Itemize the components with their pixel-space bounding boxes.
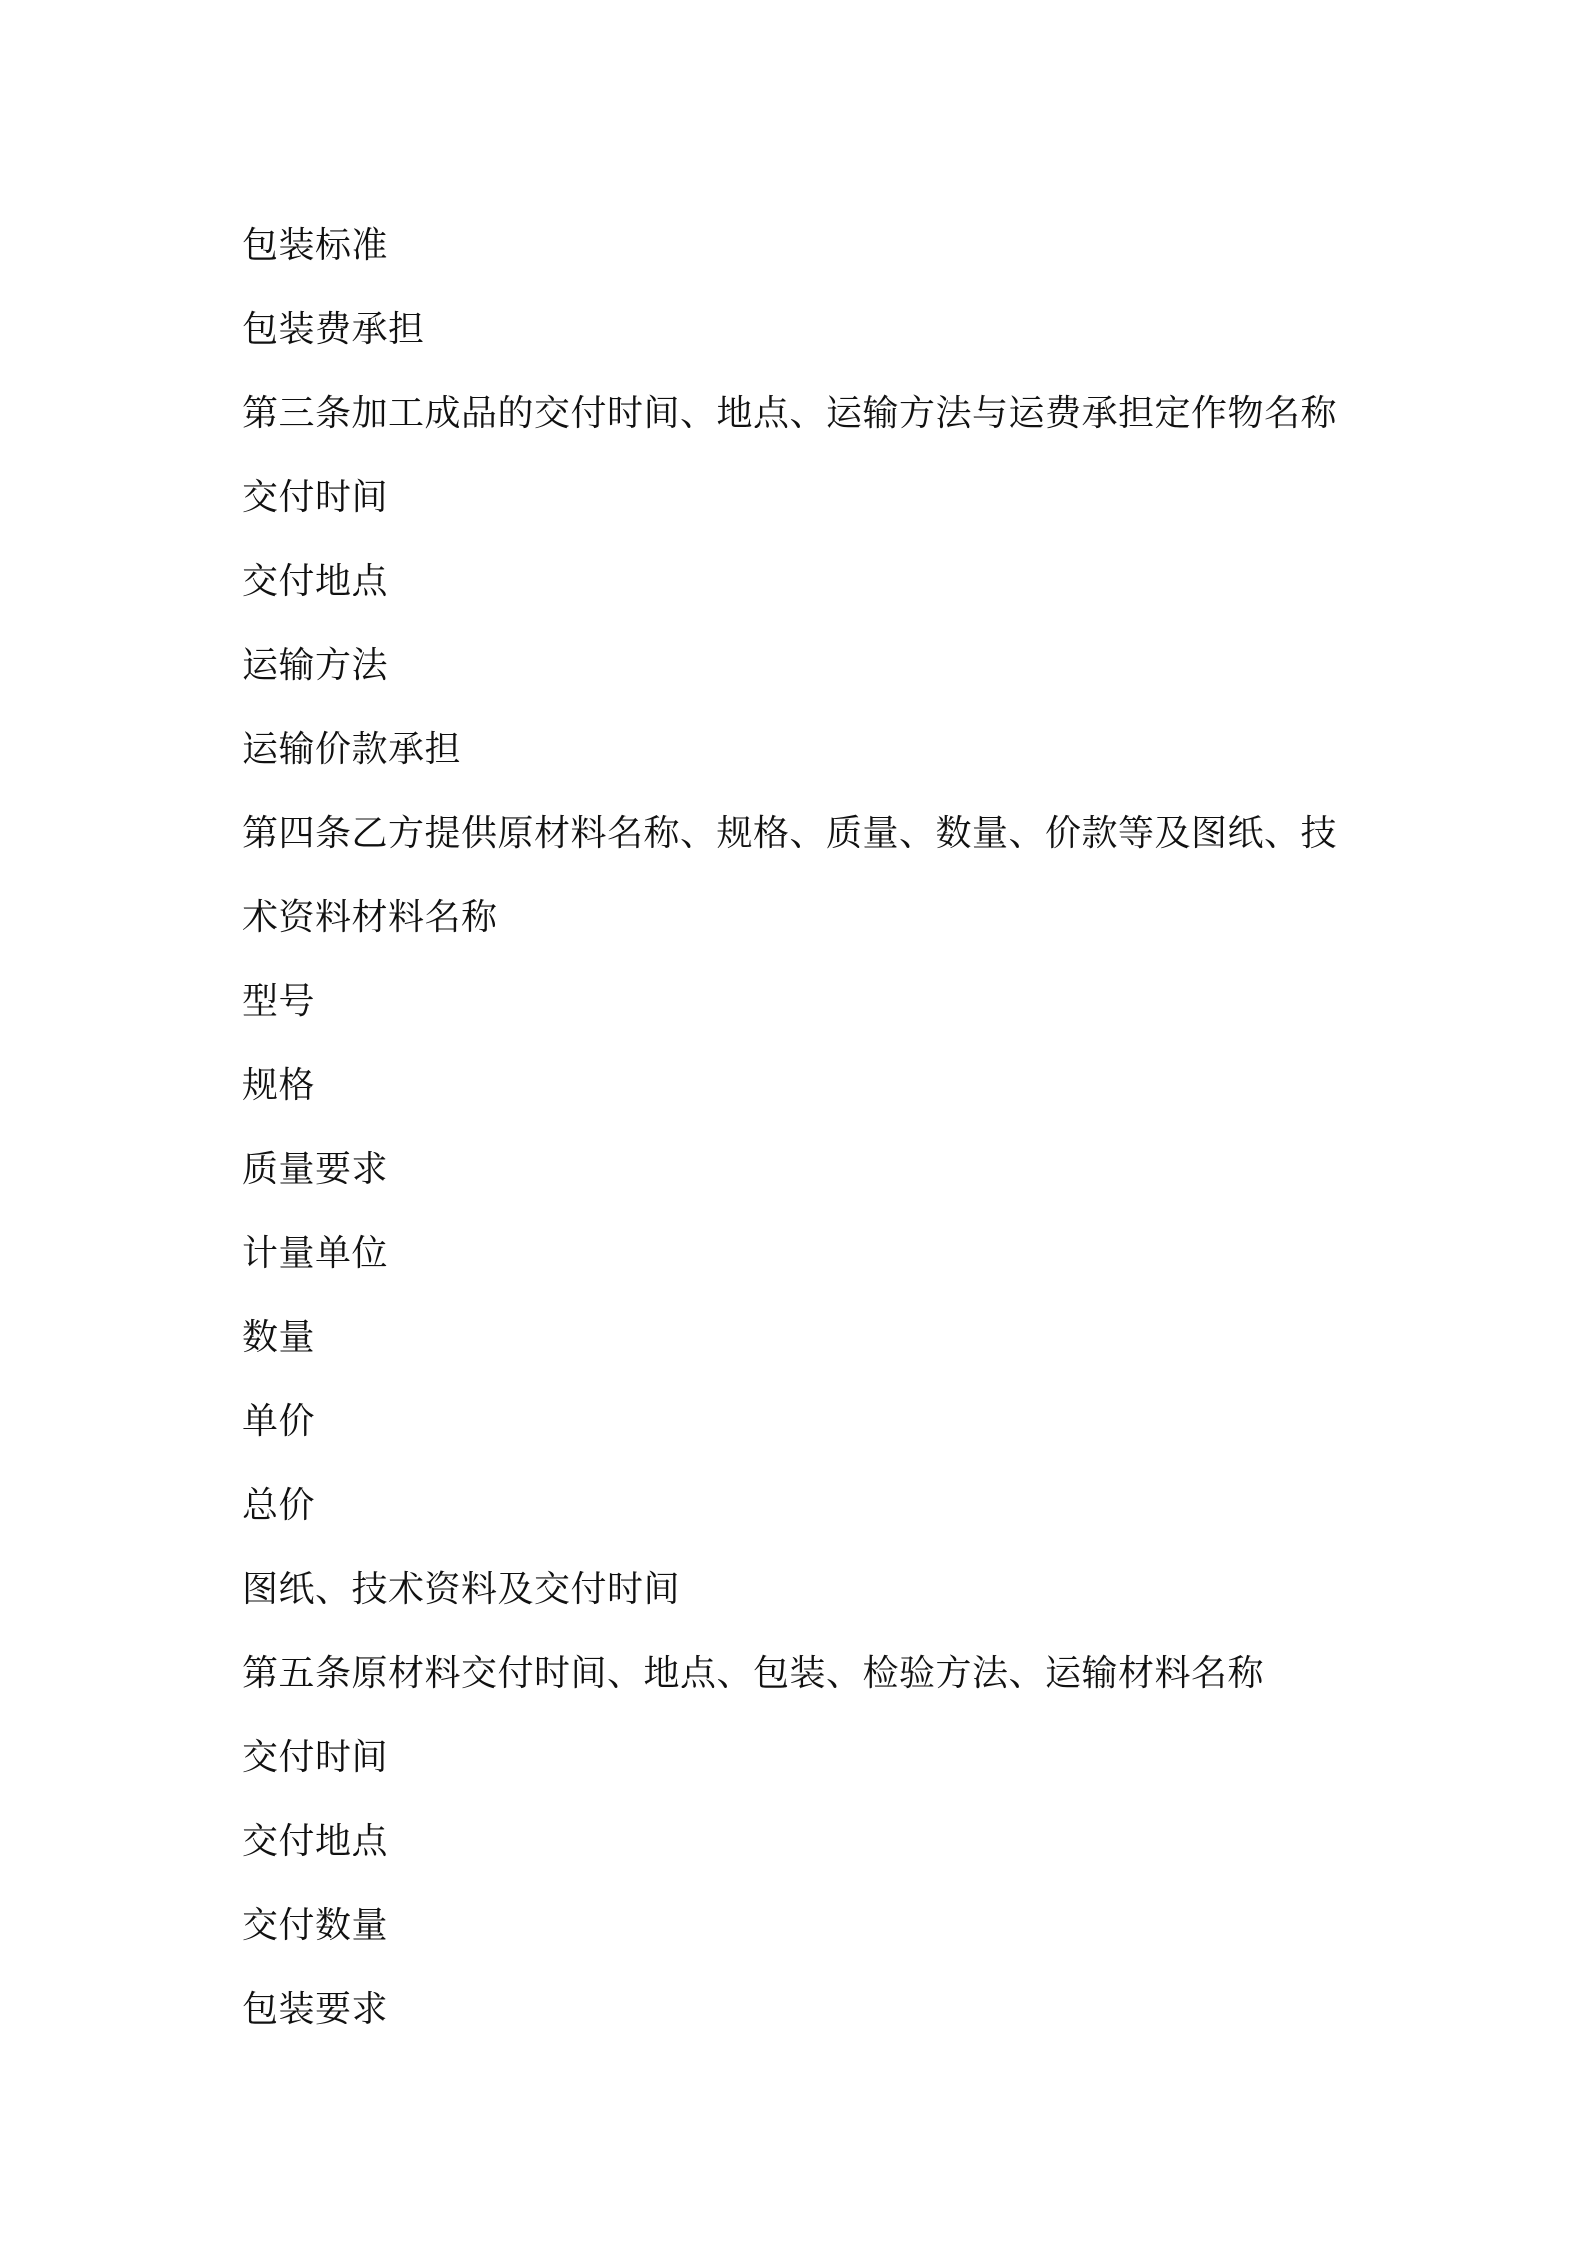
text-line: 交付地点 [242,1821,389,1862]
clause-heading: 第三条加工成品的交付时间、地点、运输方法与运费承担定作物名称 [242,393,1338,434]
text-line: 单价 [242,1401,316,1442]
text-line: 包装费承担 [242,309,425,350]
text-line: 运输方法 [242,645,389,686]
text-line: 包装要求 [242,1989,389,2030]
text-line: 术资料材料名称 [242,897,498,938]
text-line: 交付数量 [242,1905,389,1946]
text-line: 运输价款承担 [242,729,462,770]
text-line: 计量单位 [242,1233,389,1274]
text-line: 交付时间 [242,477,389,518]
clause-heading: 第四条乙方提供原材料名称、规格、质量、数量、价款等及图纸、技 [242,813,1338,854]
text-line: 图纸、技术资料及交付时间 [242,1569,681,1610]
text-line: 包装标准 [242,225,389,266]
text-line: 交付时间 [242,1737,389,1778]
text-line: 交付地点 [242,561,389,602]
clause-heading: 第五条原材料交付时间、地点、包装、检验方法、运输材料名称 [242,1653,1265,1694]
text-line: 质量要求 [242,1149,389,1190]
document-body [242,204,1372,2052]
text-line: 型号 [242,981,316,1022]
text-line: 数量 [242,1317,316,1358]
text-line: 总价 [242,1485,316,1526]
text-line: 规格 [242,1065,316,1106]
